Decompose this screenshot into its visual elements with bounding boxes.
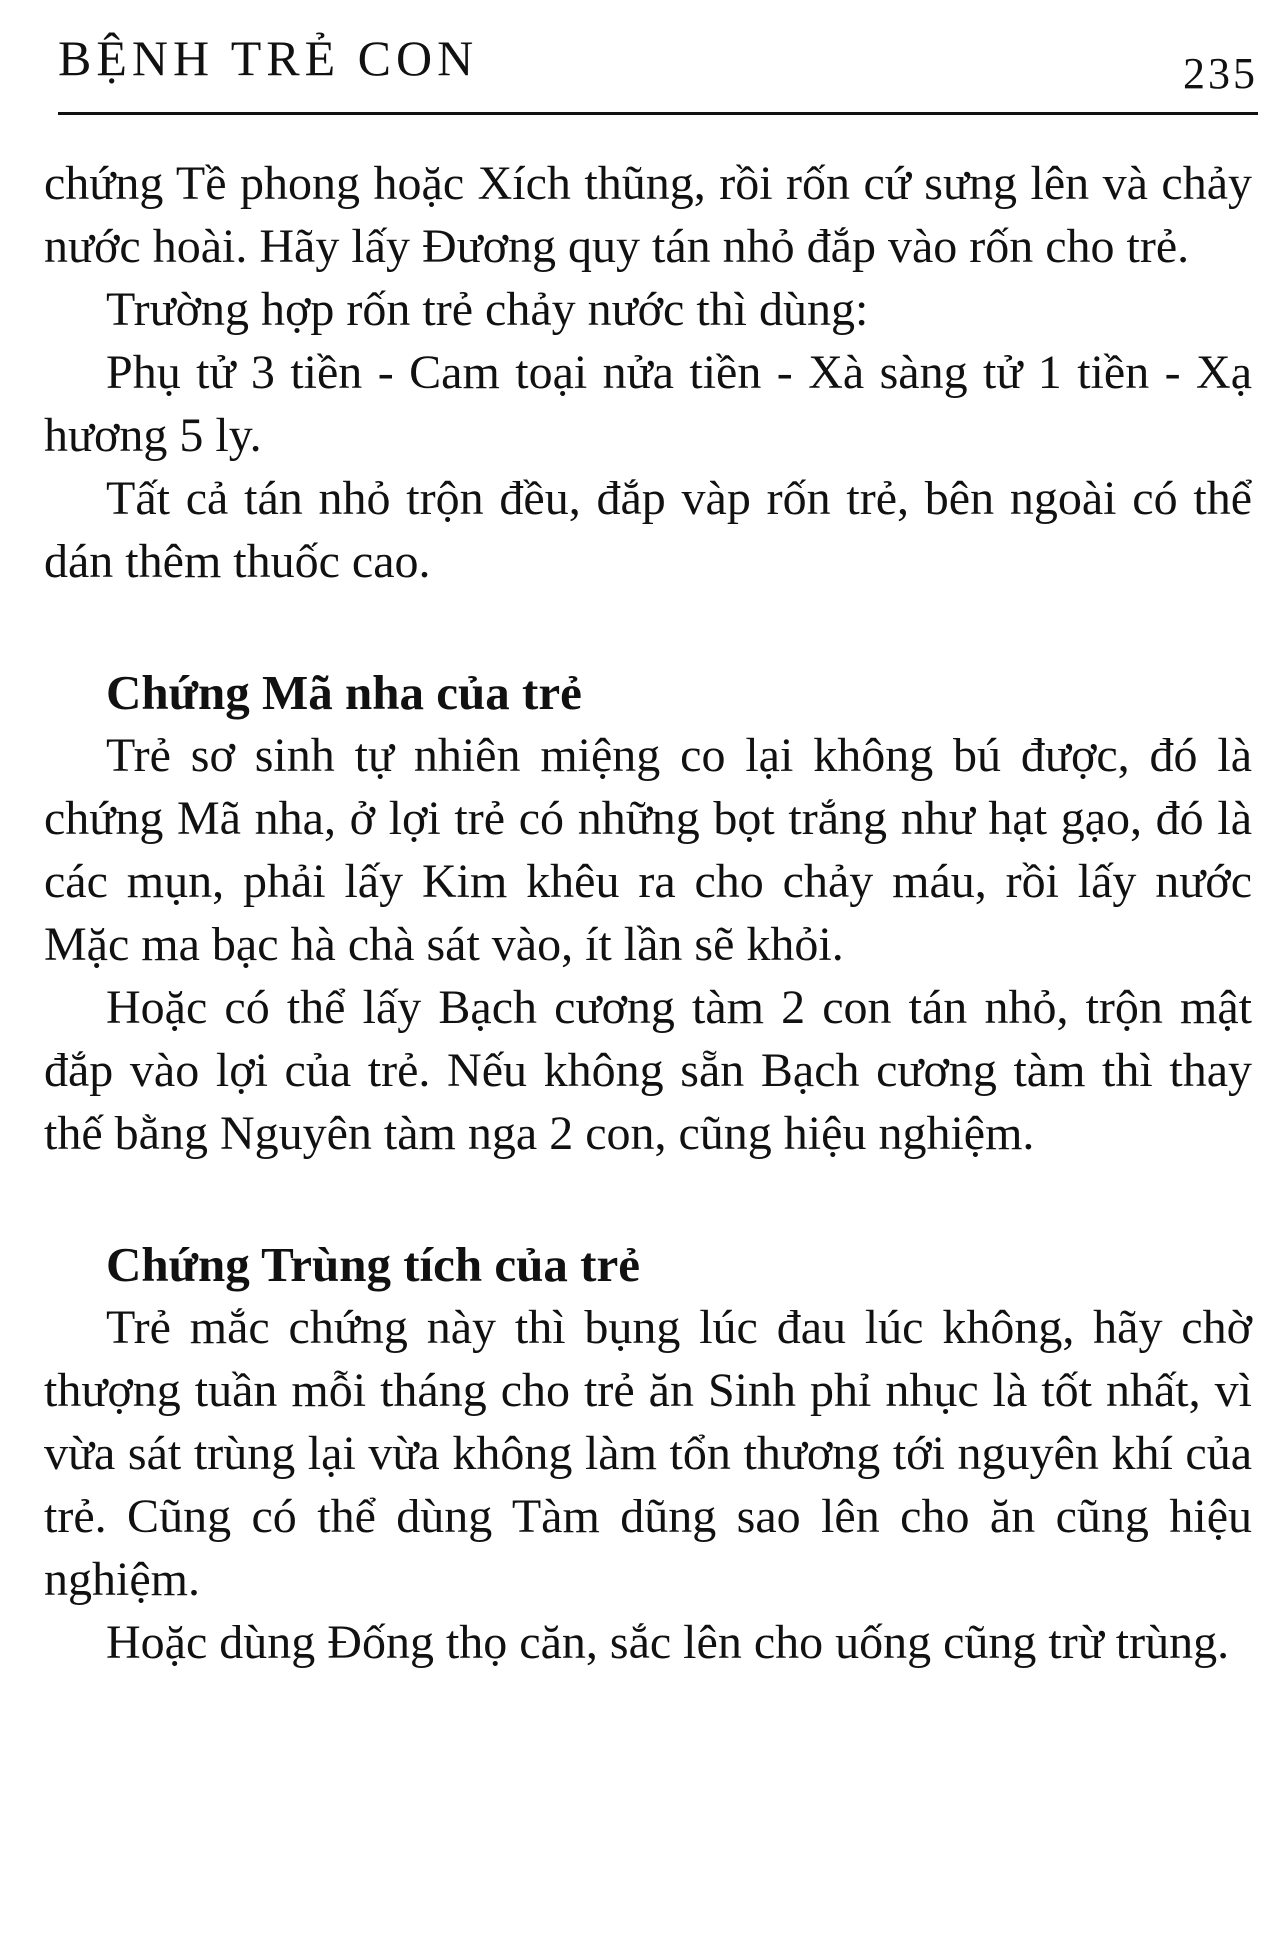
paragraph: Hoặc dùng Đống thọ căn, sắc lên cho uống cũng trừ trùng. [106,1616,1230,1669]
section-heading: Chứng Mã nha của trẻ [106,665,582,720]
body-text [44,152,1252,1674]
paragraph: chứng Tề phong hoặc Xích thũng, rồi rốn cứ sưng lên và chảy nước hoài. Hãy lấy Đương quy tán nhỏ đắp vào rốn cho trẻ. [44,157,1252,273]
page-number: 235 [1183,49,1258,98]
paragraph: Hoặc có thể lấy Bạch cương tàm 2 con tán nhỏ, trộn mật đắp vào lợi của trẻ. Nếu không sẵn Bạch cương tàm thì thay thế bằng Nguyên tàm nga 2 con, cũng hiệu nghiệm. [44,981,1252,1160]
section-spacer [44,1165,1252,1233]
section-spacer [44,593,1252,661]
running-header [58,28,1258,108]
paragraph: Phụ tử 3 tiền - Cam toại nửa tiền - Xà sàng tử 1 tiền - Xạ hương 5 ly. [44,346,1252,462]
paragraph: Trẻ sơ sinh tự nhiên miệng co lại không bú được, đó là chứng Mã nha, ở lợi trẻ có những bọt trắng như hạt gạo, đó là các mụn, phải lấy Kim khêu ra cho chảy máu, rồi lấy nước Mặc ma bạc hà chà sát vào, ít lần sẽ khỏi. [44,729,1252,971]
chapter-title: BỆNH TRẺ CON [58,30,479,86]
section-heading: Chứng Trùng tích của trẻ [106,1237,640,1292]
paragraph: Trẻ mắc chứng này thì bụng lúc đau lúc không, hãy chờ thượng tuần mỗi tháng cho trẻ ăn Sinh phỉ nhục là tốt nhất, vì vừa sát trùng lại vừa không làm tổn thương tới nguyên khí của trẻ. Cũng có thể dùng Tàm dũng sao lên cho ăn cũng hiệu nghiệm. [44,1301,1252,1606]
paragraph: Tất cả tán nhỏ trộn đều, đắp vàp rốn trẻ, bên ngoài có thể dán thêm thuốc cao. [44,472,1252,588]
header-rule [58,112,1258,115]
paragraph: Trường hợp rốn trẻ chảy nước thì dùng: [106,283,869,336]
